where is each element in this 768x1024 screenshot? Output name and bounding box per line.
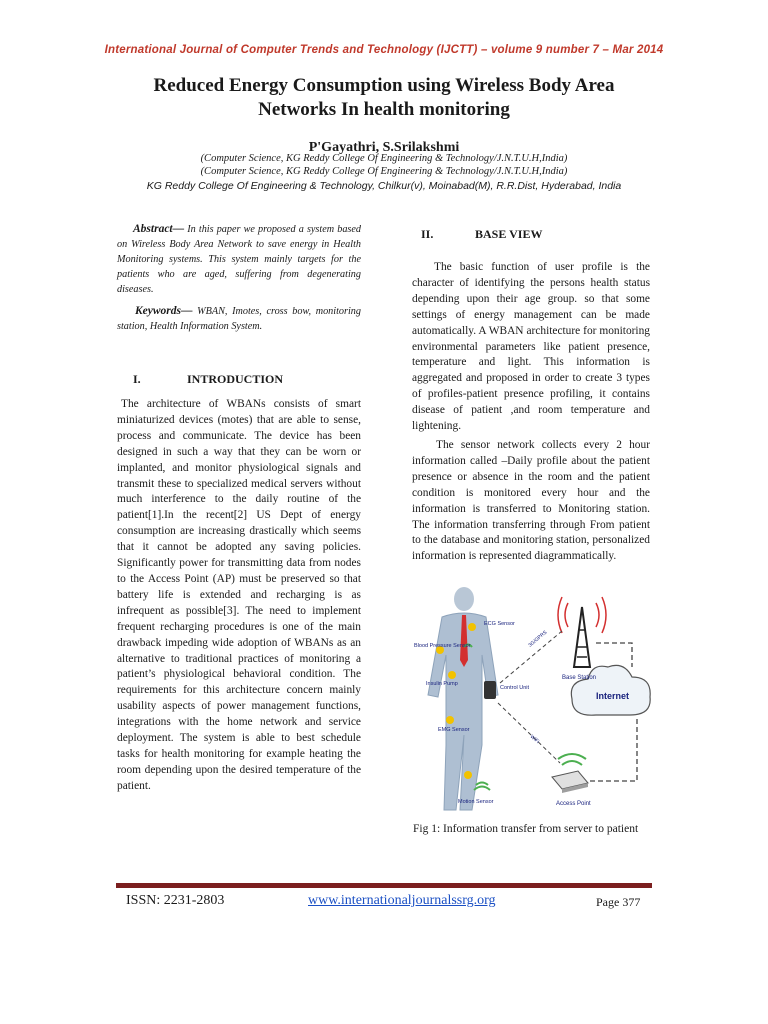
affiliation-2: (Computer Science, KG Reddy College Of Engineering & Technology/J.N.T.U.H,India) [200,166,568,177]
paper-title [90,74,678,122]
emg-sensor-icon [446,716,454,724]
label-base-station: Base Station [562,675,597,681]
base-para-2: The sensor network collects every 2 hour information called –Daily profile about the patient presence or absence in the room and the patient condition is monitored every hour and the information is transferred to Monitoring station. The information transferring through From patient to the database and monitoring station, personalized information is represented diagrammatically. [412,439,650,563]
authors: P'Gayathri, S.Srilakshmi [308,140,460,155]
section-intro-number: I. [133,372,141,386]
keywords-label: Keywords— [135,305,193,317]
motion-sensor-icon [464,771,472,779]
insulin-pump-icon [448,671,456,679]
footer-rule [116,883,652,888]
label-control: Control Unit [500,685,530,691]
intro-body: The architecture of WBANs consists of smart miniaturized devices (motes) that are able to sense, process and communicate. The device has been designed in such a way that they can be worn or implanted, and monitor physiological signals and transmit these to specialized medical servers without much interference to the daily routine of the patient[1].In the recent[2] US Dept of energy consumption are increasing drastically which seems that it cannot be adopted any saving policies. Significantly power for transmitting data from nodes to the Access Point (AP) must be preserved so that battery life is extended and recharging is as infrequent as possible[3]. The need to implement frequent recharging procedures is one of the main drawback impeding wide adoption of WBANs as an alternative to traditional practices of monitoring a patient’s physiological behavioral condition. The requirements for this architecture concern mainly usability aspects of power management functions, integrations with the home network and service deployment. The system is able to best schedule tasks for health monitoring for example heating the room depending upon the desired temperature of the patient. [117,398,361,792]
section-intro-heading [133,372,283,387]
abstract-text: In this paper we proposed a system based on Wireless Body Area Network to save energy in Health Monitoring systems. This system mainly targets for the patients who are aged, suffering from degenerating diseases. [117,224,361,295]
label-wifi: WiFi [528,733,541,745]
journal-header: International Journal of Computer Trends and Technology (IJCTT) – volume 9 number 7 – Mar 2014 [104,44,664,56]
affiliation-3: KG Reddy College Of Engineering & Technology, Chilkur(v), Moinabad(M), R.R.Dist, Hyderabad, India [146,180,622,192]
section-base-heading [421,227,542,242]
title-line-2: Networks In health monitoring [258,99,510,120]
base-para-1: The basic function of user profile is the character of identifying the persons health status depending upon their age group. so that some settings of energy management can be made automatically. A WBAN architecture for monitoring environmental parameters like patient presence, temperature and light. This information is aggregated and proposed in order to create 3 types of profiles-patient presence profiling, it contains disease of patient ,and room temperature and lightening. [412,261,650,433]
label-emg: EMG Sensor [438,727,470,733]
label-gprs: 3G/GPRS [527,629,549,649]
label-insulin: Insulin Pump [426,681,458,687]
label-motion: Motion Sensor [458,799,494,805]
figure-caption: Fig 1: Information transfer from server to patient [413,823,639,835]
wban-figure [412,585,652,817]
footer-issn: ISSN: 2231-2803 [126,893,225,908]
section-base-number: II. [421,227,434,241]
footer-page: Page 377 [596,895,641,909]
abstract [117,222,361,297]
keywords-text: WBAN, Imotes, cross bow, monitoring station, Health Information System. [117,306,361,332]
label-access-point: Access Point [556,801,591,807]
title-line-1: Reduced Energy Consumption using Wireless Body Area [153,75,615,96]
section-intro-title: INTRODUCTION [187,372,284,386]
ecg-sensor-icon [468,623,476,631]
affiliation-1: (Computer Science, KG Reddy College Of Engineering & Technology/J.N.T.U.H,India) [200,153,568,164]
access-point-icon [552,754,588,793]
label-bp: Blood Pressure Sensor [414,643,471,649]
keywords [117,304,361,334]
label-ecg: ECG Sensor [484,621,515,627]
base-station-icon [558,597,606,667]
label-internet: Internet [596,691,630,701]
abstract-label: Abstract— [133,223,185,235]
section-base-title: BASE VIEW [475,227,543,241]
control-unit-icon [484,681,496,699]
footer-url-link[interactable]: www.internationaljournalssrg.org [308,893,496,908]
